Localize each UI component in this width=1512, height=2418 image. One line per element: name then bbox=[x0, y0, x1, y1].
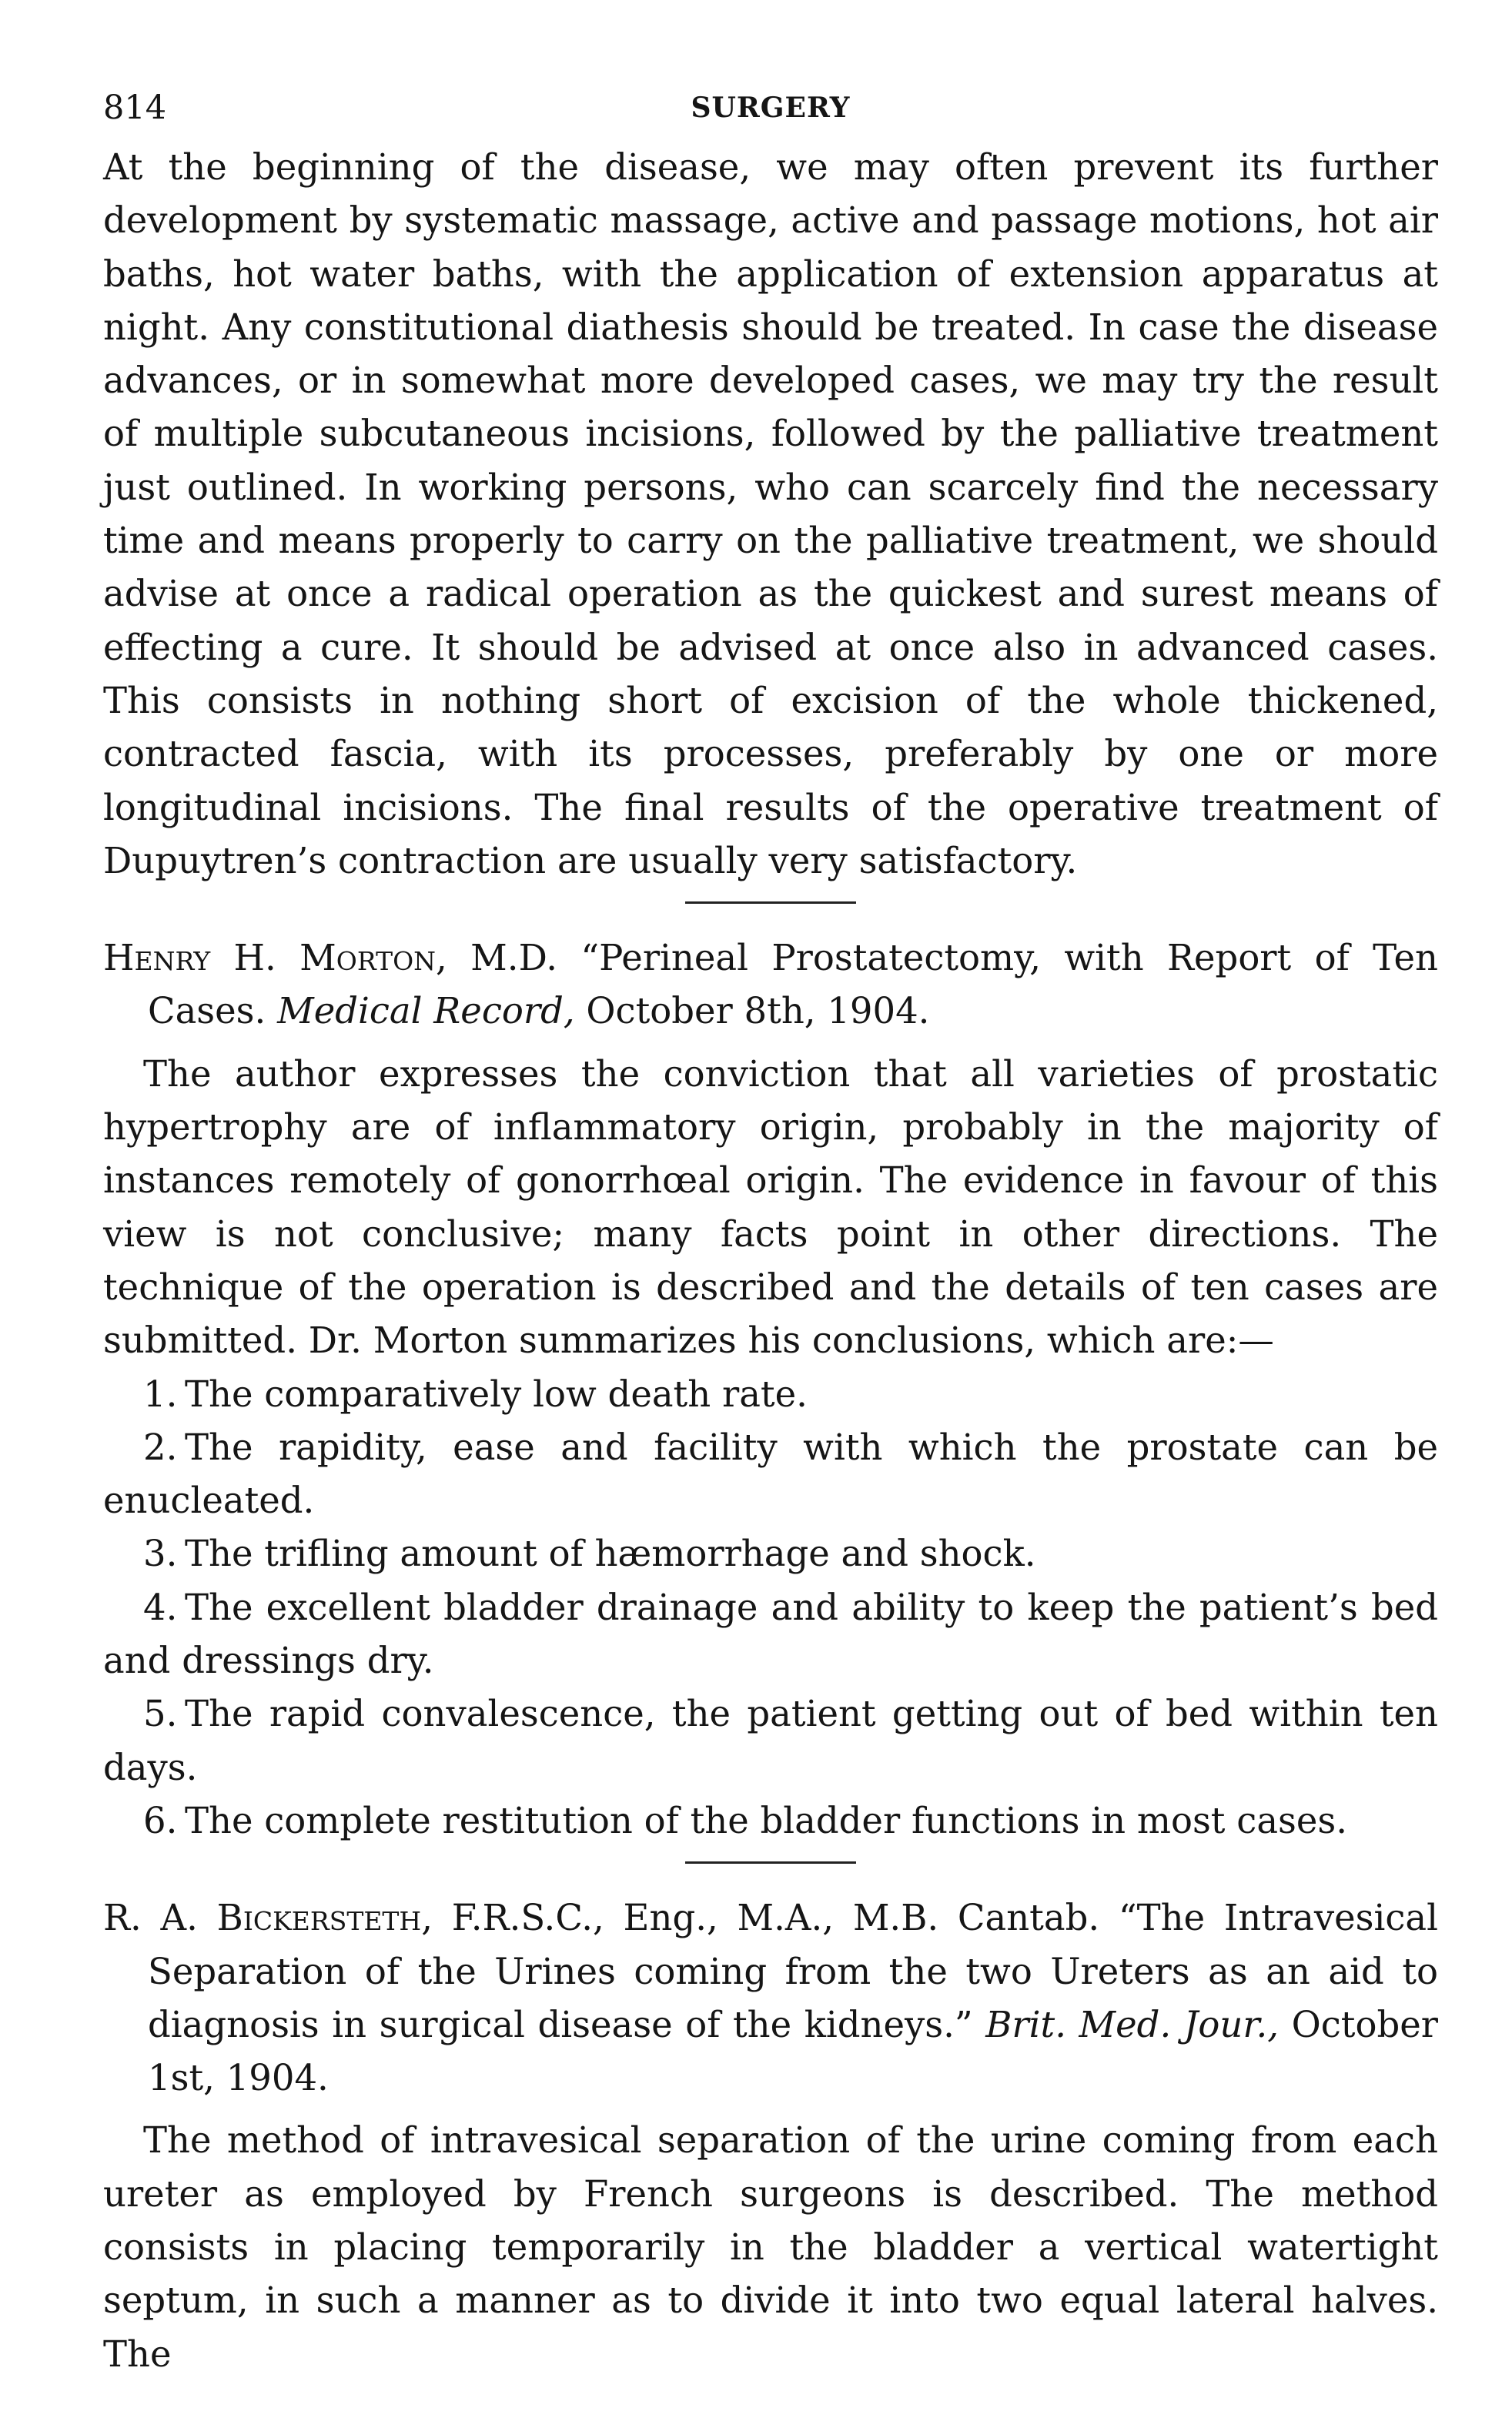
citation-title: “The Intravesical Separation of the Urines coming from the two Ureters as an aid to diagnosis in surgical disease of the kidneys.” bbox=[148, 1897, 1438, 2045]
list-item-text: The comparatively low death rate. bbox=[185, 1373, 808, 1415]
running-title: SURGERY bbox=[691, 92, 851, 124]
section-divider bbox=[685, 901, 856, 904]
citation-title: “Perineal Prostatectomy, with Report of Ten Cases. bbox=[148, 937, 1438, 1032]
list-item bbox=[103, 1794, 1438, 1848]
list-item bbox=[103, 1368, 1438, 1421]
running-head bbox=[103, 81, 1438, 135]
article-citation-morton bbox=[103, 931, 1438, 1038]
list-item bbox=[103, 1421, 1438, 1528]
article-summary-bickersteth: The method of intravesical separation of the urine coming from each ureter as employed by French surgeons is described. The method consists in placing temporarily in the bladder a vertical watertight septum, in such a manner as to divide it into two equal lateral halves. The bbox=[103, 2119, 1438, 2375]
list-item-text: The excellent bladder drainage and ability to keep the patient’s bed and dressings dry. bbox=[103, 1586, 1438, 1682]
list-item-number: 4. bbox=[143, 1586, 178, 1628]
citation-date: October 1st, 1904. bbox=[148, 2003, 1438, 2099]
page-number: 814 bbox=[103, 89, 167, 127]
citation-author: Bickersteth bbox=[216, 1897, 422, 1939]
conclusions-list bbox=[103, 1368, 1438, 1848]
opening-paragraph: At the beginning of the disease, we may often prevent its further development by systematic massage, active and passage motions, hot air baths, hot water baths, with the application of extension apparatus at night. Any constitutional diathesis should be treated. In case the disease advances, or in somewhat more developed cases, we may try the result of multiple subcutaneous incisions, followed by the palliative treatment just outlined. In working persons, who can scarcely find the necessary time and means properly to carry on the palliative treatment, we should advise at once a radical operation as the quickest and surest means of effecting a cure. It should be advised at once also in advanced cases. This consists in nothing short of excision of the whole thickened, contracted fascia, with its processes, preferably by one or more longitudinal incisions. The final results of the operative treatment of Dupuytren’s contraction are usually very satisfactory. bbox=[103, 146, 1438, 881]
list-item bbox=[103, 1581, 1438, 1688]
citation-journal: Brit. Med. Jour., bbox=[985, 2003, 1280, 2045]
citation-journal: Medical Record, bbox=[277, 990, 575, 1032]
article-summary-morton: The author expresses the conviction that all varieties of prostatic hypertrophy are of inflammatory origin, probably in the majority of instances remotely of gonorrhœal origin. The evidence in favour of this view is not conclusive; many facts point in other directions. The technique of the operation is described and the details of ten cases are submitted. Dr. Morton summarizes his conclusions, which are:— bbox=[103, 1052, 1438, 1362]
list-item-text: The rapid convalescence, the patient getting out of bed within ten days. bbox=[103, 1693, 1438, 1788]
list-item-text: The trifling amount of hæmorrhage and shock. bbox=[185, 1533, 1036, 1575]
list-item-number: 5. bbox=[143, 1693, 178, 1735]
list-item-number: 6. bbox=[143, 1799, 178, 1841]
book-page bbox=[103, 81, 1438, 2381]
section-divider bbox=[685, 1861, 856, 1864]
citation-author: Henry H. Morton bbox=[103, 937, 437, 979]
list-item bbox=[103, 1687, 1438, 1794]
article-citation-bickersteth bbox=[103, 1891, 1438, 2105]
list-item-number: 1. bbox=[143, 1373, 178, 1415]
citation-date: October 8th, 1904. bbox=[574, 990, 930, 1032]
citation-degree: , M.D. bbox=[436, 937, 557, 979]
list-item bbox=[103, 1527, 1438, 1580]
citation-author-initials: R. A. bbox=[103, 1897, 217, 1939]
list-item-text: The complete restitution of the bladder functions in most cases. bbox=[185, 1799, 1348, 1841]
list-item-number: 3. bbox=[143, 1533, 178, 1575]
list-item-text: The rapidity, ease and facility with which the prostate can be enucleated. bbox=[103, 1426, 1438, 1522]
citation-degree: , F.R.S.C., Eng., M.A., M.B. Cantab. bbox=[421, 1897, 1100, 1939]
list-item-number: 2. bbox=[143, 1426, 178, 1468]
